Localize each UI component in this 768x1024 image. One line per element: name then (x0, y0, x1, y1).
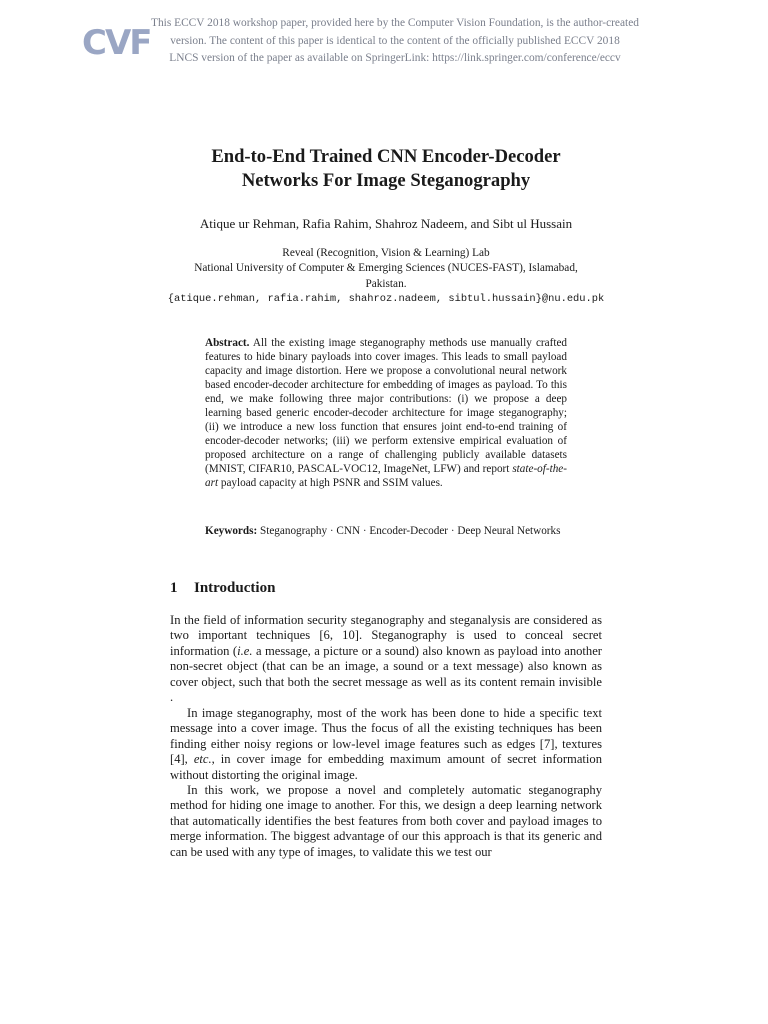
section-number: 1 (170, 580, 178, 596)
paragraph: In this work, we propose a novel and completely automatic steganography method for hiding one image to another. For this, we design a deep learning network that automatically identifies the best features from both cover and payload images to merge information. The biggest advantage of our this approach is that its generic and can be used with any type of images, to validate this we test our (170, 782, 602, 859)
section-heading (170, 578, 602, 598)
paragraph (170, 613, 602, 706)
cvf-logo-text: CVF (82, 23, 151, 63)
abstract-emph: state-of-the-art (205, 462, 567, 489)
keywords-text: Steganography · CNN · Encoder-Decoder · Deep Neural Networks (260, 525, 561, 537)
cvf-notice (150, 15, 640, 68)
paragraph-text: a message, a picture or a sound) also known as payload into another non-secret object (that can be an image, a sound or a text message) also known as cover object, such that both the secret message as well as its content remain invisible . (170, 643, 602, 705)
paragraph-text: In the field of information security steganography and steganalysis are considered as two important techniques [6, 10]. Steganography is used to conceal secret information ( (170, 613, 602, 658)
affiliation-line: National University of Computer & Emerging Sciences (NUCES-FAST), Islamabad, (194, 262, 578, 275)
paper-title (150, 145, 622, 192)
abstract (205, 337, 567, 490)
keywords-label: Keywords: (205, 525, 258, 537)
section-title: Introduction (194, 580, 276, 596)
title-line: End-to-End Trained CNN Encoder-Decoder (211, 146, 561, 167)
title-line: Networks For Image Steganography (241, 169, 531, 191)
affiliation-line: Reveal (Recognition, Vision & Learning) Lab (282, 247, 490, 259)
notice-line: version. The content of this paper is identical to the content of the officially published ECCV 2018 (170, 34, 620, 47)
cvf-logo (82, 20, 151, 63)
introduction-body (170, 613, 602, 860)
paragraph-text: , in cover image for embedding maximum amount of secret information without distorting the original image. (170, 752, 603, 782)
affiliation-line: Pakistan. (365, 277, 407, 290)
paragraph-emph: i.e. (237, 643, 253, 658)
paragraph-emph: etc. (193, 752, 212, 767)
paper-authors: Atique ur Rehman, Rafia Rahim, Shahroz Nadeem, and Sibt ul Hussain (199, 216, 573, 231)
abstract-text: All the existing image steganography methods use manually crafted features to hide binary payloads into cover images. This leads to small payload capacity and image distortion. Here we propose a convolutional neural network based encoder-decoder architecture for embedding of images as payload. To this end, we make following three major contributions: (i) we propose a deep learning based generic encoder-decoder architecture for image steganography; (ii) we introduce a new loss function that ensures joint end-to-end training of encoder-decoder networks; (iii) we perform extensive empirical evaluation of proposed architecture on a range of challenging publicly available datasets (MNIST, CIFAR10, PASCAL-VOC12, ImageNet, LFW) and report (205, 337, 567, 475)
abstract-text-end: payload capacity at high PSNR and SSIM values. (220, 476, 443, 489)
abstract-label: Abstract. (205, 337, 250, 349)
notice-line: This ECCV 2018 workshop paper, provided here by the Computer Vision Foundation, is the author-created (151, 17, 639, 29)
keywords (205, 524, 567, 539)
affiliation (165, 246, 607, 307)
author-emails: {atique.rehman, rafia.rahim, shahroz.nadeem, sibtul.hussain}@nu.edu.pk (167, 292, 605, 305)
paragraph (170, 706, 602, 783)
paragraph-text: In image steganography, most of the work has been done to hide a specific text message into a cover image. Thus the focus of all the existing techniques has been finding either noisy regions or low-level image features such as edges [7], textures [4], (170, 705, 602, 767)
notice-line: LNCS version of the paper as available on SpringerLink: https://link.springer.com/conference/eccv (169, 52, 621, 64)
